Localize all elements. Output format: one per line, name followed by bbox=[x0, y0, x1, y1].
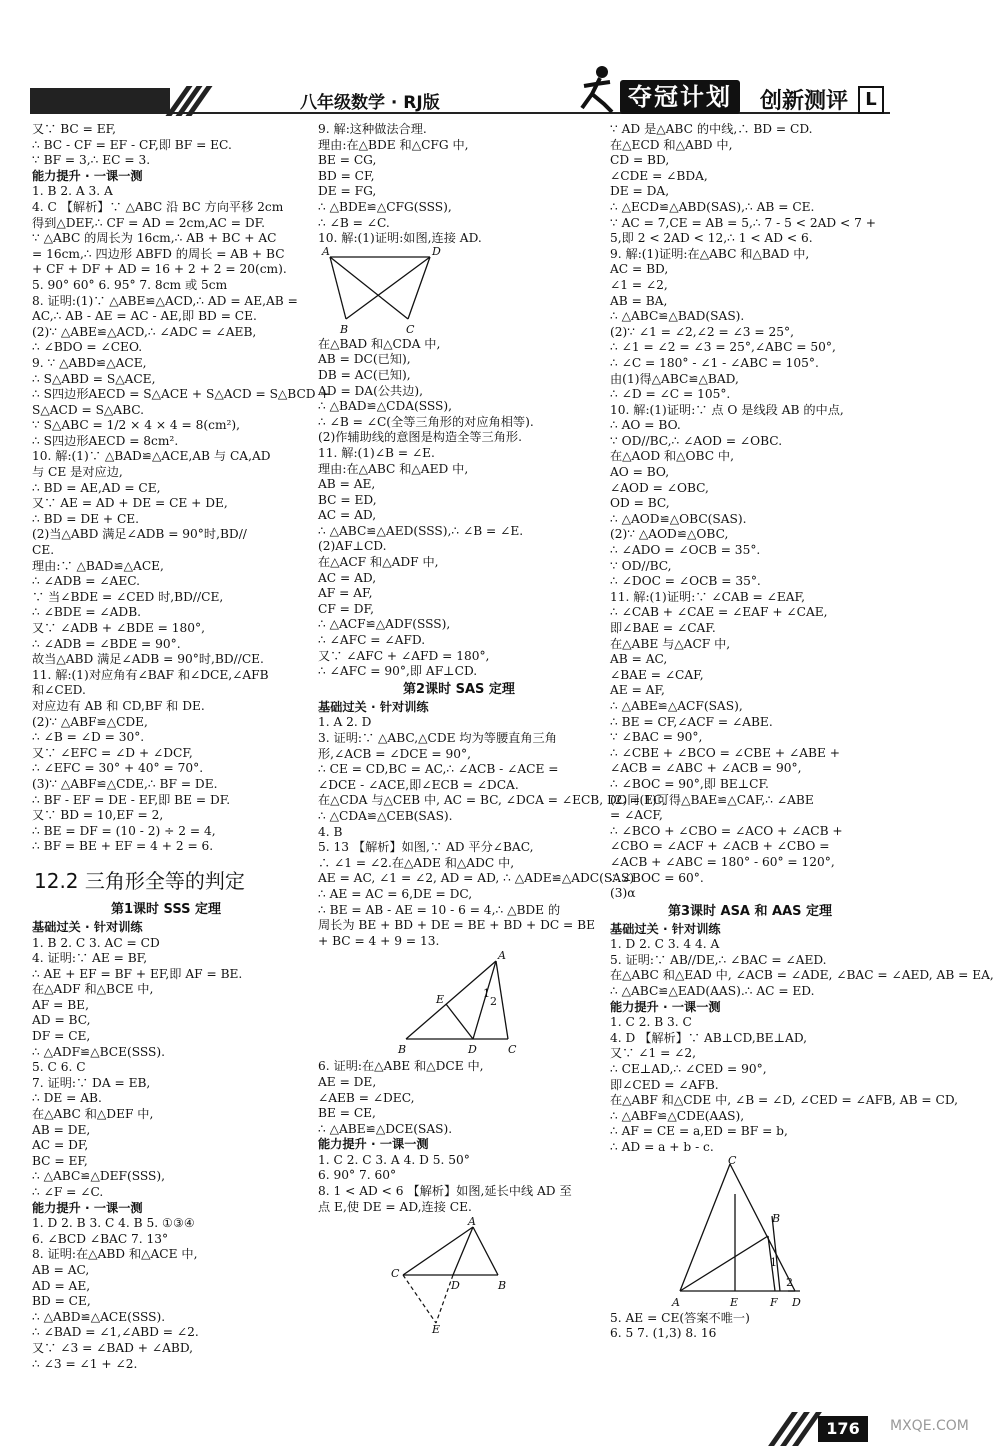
answer-line: 对应边有 AB 和 CD,BF 和 DE. bbox=[32, 698, 205, 713]
answer-line: 1. B 2. C 3. AC = CD bbox=[32, 935, 160, 950]
answer-line: 5. C 6. C bbox=[32, 1060, 86, 1075]
answer-line: 理由:在△BDE 和△CFG 中, bbox=[318, 137, 469, 152]
answer-line: (2)AF⊥CD. bbox=[318, 539, 387, 554]
answer-line: AO = BO, bbox=[610, 465, 670, 480]
answer-line: ∴ S△ABD = S△ACE, bbox=[32, 371, 156, 386]
answer-line: 由(1)得△ABC≌△BAD, bbox=[610, 371, 739, 386]
subject-title: 八年级数学 · RJ版 bbox=[300, 93, 440, 113]
answer-line: 3. 证明:∵ △ABC,△CDE 均为等腰直角三角 bbox=[318, 731, 557, 745]
answer-line: ∵ AD 是△ABC 的中线,∴ BD = CD. bbox=[610, 122, 813, 136]
answer-line: 理由:∵ △BAD≌△ACE, bbox=[32, 558, 164, 573]
answer-line: AC = AD, bbox=[318, 570, 377, 585]
answer-line: (3)α bbox=[610, 886, 636, 901]
answer-line: (2)∵ ∠1 = ∠2,∠2 = ∠3 = 25°, bbox=[610, 324, 794, 339]
svg-text:B: B bbox=[772, 1211, 781, 1225]
answer-line: (2)当△ABD 满足∠ADB = 90°时,BD// bbox=[32, 527, 247, 542]
answer-line: 1. D 2. C 3. 4 4. A bbox=[610, 937, 720, 952]
answer-line: 周长为 BE + BD + DE = BE + BD + DC = BE bbox=[318, 918, 595, 933]
answer-line: ∴ ∠ADO = ∠OCB = 35°. bbox=[610, 543, 761, 558]
answer-line: 在△ABC 和△DEF 中, bbox=[32, 1107, 154, 1122]
answer-line: ∴ CE = CD,BC = AC,∴ ∠ACB - ∠ACE = bbox=[318, 762, 559, 777]
answer-line: DB = AC(已知), bbox=[318, 367, 411, 382]
answer-line: DE = FG, bbox=[318, 184, 377, 199]
answer-line: AC = BD, bbox=[610, 262, 669, 277]
svg-text:D: D bbox=[432, 244, 441, 258]
answer-line: 即∠CED = ∠AFB. bbox=[610, 1077, 719, 1092]
answer-line: AD = AE, bbox=[32, 1278, 91, 1293]
answer-line: ∠AOD = ∠OBC, bbox=[610, 480, 709, 495]
answer-line: ∴ △ABC≌△DEF(SSS), bbox=[32, 1169, 166, 1184]
answer-line: ∠DCE - ∠ACE,即∠ECB = ∠DCA. bbox=[318, 777, 519, 792]
answer-line: 基础过关 · 针对训练 bbox=[318, 699, 429, 714]
answer-line: 在△ECD 和△ABD 中, bbox=[610, 137, 733, 152]
answer-line: 基础过关 · 针对训练 bbox=[610, 921, 721, 936]
answer-line: AD = DA(公共边), bbox=[318, 383, 424, 398]
answer-line: ∴ ∠BOC = 60°. bbox=[610, 870, 704, 885]
svg-text:E: E bbox=[436, 993, 445, 1007]
answer-line: 又∵ AE = AD + DE = CE + DE, bbox=[32, 496, 228, 511]
answer-line: ∴ AD = a + b - c. bbox=[610, 1140, 714, 1154]
answer-line: 和∠CED. bbox=[32, 683, 86, 698]
svg-text:D: D bbox=[451, 1279, 460, 1293]
answer-line: AB = BA, bbox=[610, 293, 668, 308]
answer-line: ∴ △AOD≌△OBC(SAS). bbox=[610, 511, 747, 526]
answer-line: BD = CE, bbox=[32, 1294, 91, 1309]
answer-line: 又∵ ∠AFC + ∠AFD = 180°, bbox=[318, 648, 490, 663]
answer-line: ∵ OD//BC, bbox=[610, 558, 672, 573]
answer-line: BD = CF, bbox=[318, 168, 375, 183]
answer-line: ∴ ∠BDO = ∠CEO. bbox=[32, 340, 143, 355]
svg-text:E: E bbox=[432, 1323, 441, 1337]
svg-text:D: D bbox=[792, 1295, 801, 1309]
svg-text:C: C bbox=[406, 322, 415, 336]
answer-line: ∴ △ABE≌△ACF(SAS), bbox=[610, 698, 743, 713]
answer-line: 9. 解:这种做法合理. bbox=[318, 122, 427, 136]
answer-line: 10. 解:(1)证明:∵ 点 O 是线段 AB 的中点, bbox=[610, 402, 844, 417]
svg-text:F: F bbox=[770, 1295, 778, 1309]
answer-line: 在△CDA 与△CEB 中, AC = BC, ∠DCA = ∠ECB, DC = EC, bbox=[318, 793, 666, 808]
answer-line: ∴ ∠3 = ∠1 + ∠2. bbox=[32, 1356, 138, 1371]
answer-line: 9. 解:(1)证明:在△ABC 和△BAD 中, bbox=[610, 246, 810, 261]
answer-line: 5. 证明:∵ AB//DE,∴ ∠BAC = ∠AED. bbox=[610, 952, 827, 967]
answer-line: 又∵ ∠3 = ∠BAD + ∠ABD, bbox=[32, 1340, 194, 1355]
answer-line: ∴ ∠BDE = ∠ADB. bbox=[32, 605, 142, 620]
answer-line: 能力提升 · 一课一测 bbox=[610, 999, 721, 1014]
answer-line: AB = AC, bbox=[610, 652, 668, 667]
answer-line: DF = CE, bbox=[32, 1029, 91, 1044]
header-bar bbox=[30, 88, 170, 112]
answer-line: ∵ △ABC 的周长为 16cm,∴ AB + BC + AC bbox=[32, 231, 277, 246]
answer-line: 在△BAD 和△CDA 中, bbox=[318, 336, 441, 351]
answer-line: 理由:在△ABC 和△AED 中, bbox=[318, 461, 469, 476]
answer-line: 又∵ ∠EFC = ∠D + ∠DCF, bbox=[32, 745, 193, 760]
page-number: 176 bbox=[818, 1416, 868, 1442]
answer-line: 4. D 【解析】∵ AB⊥CD,BE⊥AD, bbox=[610, 1030, 808, 1045]
svg-text:C: C bbox=[508, 1043, 517, 1057]
lesson-title: 第3课时 ASA 和 AAS 定理 bbox=[667, 903, 833, 919]
answer-line: 形,∠ACB = ∠DCE = 90°, bbox=[318, 746, 471, 761]
answer-line: 与 CE 是对应边, bbox=[32, 465, 123, 480]
answer-line: ∵ OD//BC,∴ ∠AOD = ∠OBC. bbox=[610, 433, 783, 448]
answer-line: BE = CG, bbox=[318, 153, 377, 168]
answer-line: CF = DF, bbox=[318, 601, 374, 616]
edition-badge: L bbox=[858, 86, 884, 114]
answer-line: ∴ BF - EF = DE - EF,即 BE = DF. bbox=[32, 792, 231, 807]
answer-line: ∴ BC - CF = EF - CF,即 BF = EC. bbox=[32, 137, 232, 152]
watermark: MXQE.COM bbox=[890, 1418, 969, 1434]
answer-line: (2)同(1)可得△BAE≌△CAF,∴ ∠ABE bbox=[610, 792, 814, 807]
svg-text:B: B bbox=[340, 322, 349, 336]
svg-text:A: A bbox=[498, 949, 506, 963]
answer-line: ∴ ∠1 = ∠2.在△ADE 和△ADC 中, bbox=[318, 855, 515, 870]
answer-line: ∴ ∠C = 180° - ∠1 - ∠ABC = 105°. bbox=[610, 355, 819, 370]
answer-line: 6. 90° 7. 60° bbox=[318, 1168, 397, 1183]
answer-line: 又∵ ∠1 = ∠2, bbox=[610, 1046, 697, 1061]
answer-line: ∴ AF = CE = a,ED = BF = b, bbox=[610, 1124, 788, 1139]
answer-line: 6. 证明:在△ABE 和△DCE 中, bbox=[318, 1059, 484, 1074]
answer-line: ∴ ∠D = ∠C = 105°. bbox=[610, 387, 731, 402]
svg-text:D: D bbox=[468, 1043, 477, 1057]
answer-line: 能力提升 · 一课一测 bbox=[32, 168, 143, 183]
answer-line: ∴ ∠ADB = ∠BDE = 90°. bbox=[32, 636, 181, 651]
answer-line: 4. 证明:∵ AE = BF, bbox=[32, 951, 148, 966]
answer-line: ∴ △ABC≌△BAD(SAS). bbox=[610, 309, 745, 324]
answer-line: ∴ ∠BOC = 90°,即 BE⊥CF. bbox=[610, 776, 769, 791]
answer-line: 能力提升 · 一课一测 bbox=[32, 1200, 143, 1215]
answer-line: 得到△DEF,∴ CF = AD = 2cm,AC = DF. bbox=[32, 215, 266, 230]
answer-line: ∴ AE + EF = BF + EF,即 AF = BE. bbox=[32, 966, 243, 981]
answer-line: ∴ △ABD≌△ACE(SSS). bbox=[32, 1309, 166, 1324]
answer-line: AC = DF, bbox=[32, 1138, 89, 1153]
svg-text:2: 2 bbox=[786, 1275, 793, 1289]
answer-line: = 16cm,∴ 四边形 ABFD 的周长 = AB + BC bbox=[32, 246, 285, 261]
svg-text:A: A bbox=[322, 244, 330, 258]
svg-text:C: C bbox=[728, 1153, 737, 1167]
svg-text:A: A bbox=[468, 1215, 476, 1229]
answer-line: ∴ ∠EFC = 30° + 40° = 70°. bbox=[32, 761, 204, 776]
answer-line: ∴ △ECD≌△ABD(SAS),∴ AB = CE. bbox=[610, 199, 815, 214]
answer-line: ∴ △ABC≌△AED(SSS),∴ ∠B = ∠E. bbox=[318, 523, 524, 538]
answer-line: BC = EF, bbox=[32, 1153, 88, 1168]
answer-line: ∴ BE = DF = (10 - 2) ÷ 2 = 4, bbox=[32, 823, 216, 838]
answer-line: 又∵ BD = 10,EF = 2, bbox=[32, 808, 164, 823]
answer-line: 又∵ BC = EF, bbox=[32, 122, 117, 136]
answer-line: 在△ABC 和△EAD 中, ∠ACB = ∠ADE, ∠BAC = ∠AED, AB = EA, bbox=[610, 968, 994, 983]
answer-line: ∴ △ABE≌△DCE(SAS). bbox=[318, 1121, 453, 1136]
answer-line: 在△ABE 与△ACF 中, bbox=[610, 636, 731, 651]
answer-line: 11. 解:(1)对应角有∠BAF 和∠DCE,∠AFB bbox=[32, 667, 269, 682]
svg-text:A: A bbox=[672, 1295, 680, 1309]
answer-line: 5,即 2 < 2AD < 12,∴ 1 < AD < 6. bbox=[610, 231, 813, 246]
answer-line: ∠CBO = ∠ACF + ∠ACB + ∠CBO = bbox=[610, 839, 830, 854]
answer-line: ∴ BD = DE + CE. bbox=[32, 511, 140, 526]
answer-line: ∴ ∠CAB + ∠CAE = ∠EAF + ∠CAE, bbox=[610, 605, 828, 620]
answer-line: DE = DA, bbox=[610, 184, 670, 199]
column-left bbox=[32, 122, 330, 1372]
answer-line: 1. D 2. B 3. C 4. B 5. ①③④ bbox=[32, 1216, 195, 1231]
figure-perpendiculars bbox=[610, 1153, 880, 1311]
answer-line: AE = AC, ∠1 = ∠2, AD = AD, ∴ △ADE≌△ADC(SAS) bbox=[318, 871, 635, 886]
answer-line: ∴ ∠BAD = ∠1,∠ABD = ∠2. bbox=[32, 1325, 199, 1340]
answer-line: AB = AC, bbox=[32, 1262, 90, 1277]
answer-line: 基础过关 · 针对训练 bbox=[32, 919, 143, 934]
answer-line: 11. 解:(1)∠B = ∠E. bbox=[318, 445, 435, 460]
answer-line: 6. 5 7. (1,3) 8. 16 bbox=[610, 1326, 717, 1341]
answer-line: ∴ S四边形AECD = S△ACE + S△ACD = S△BCD + bbox=[32, 387, 330, 402]
answer-line: ∴ CE⊥AD,∴ ∠CED = 90°, bbox=[610, 1062, 767, 1077]
answer-line: 6. ∠BCD ∠BAC 7. 13° bbox=[32, 1231, 169, 1246]
answer-line: 在△ACF 和△ADF 中, bbox=[318, 555, 439, 570]
answer-line: 10. 解:(1)证明:如图,连接 AD. bbox=[318, 231, 482, 246]
answer-line: ∴ BD = AE,AD = CE, bbox=[32, 480, 161, 495]
answer-line: ∴ △CDA≌△CEB(SAS). bbox=[318, 808, 453, 823]
answer-line: ∴ ∠1 = ∠2 = ∠3 = 25°,∠ABC = 50°, bbox=[610, 340, 836, 355]
page-header bbox=[0, 0, 1000, 120]
answer-line: ∴ BE = AB - AE = 10 - 6 = 4,∴ △BDE 的 bbox=[318, 902, 561, 917]
answer-line: ∵ S△ABC = 1/2 × 4 × 4 = 8(cm²), bbox=[32, 418, 241, 433]
answer-line: 8. 证明:(1)∵ △ABE≌△ACD,∴ AD = AE,AB = bbox=[32, 293, 298, 308]
answer-line: AC,∴ AB - AE = AC - AE,即 BD = CE. bbox=[32, 309, 257, 324]
answer-line: 1. A 2. D bbox=[318, 715, 372, 730]
answer-line: AF = BE, bbox=[32, 997, 89, 1012]
runner-logo-icon bbox=[578, 64, 618, 114]
answer-line: + BC = 4 + 9 = 13. bbox=[318, 933, 440, 948]
answer-line: (2)∵ △AOD≌△OBC, bbox=[610, 527, 729, 542]
answer-line: AD = BC, bbox=[32, 1013, 91, 1028]
answer-line: + CF + DF + AD = 16 + 2 + 2 = 20(cm). bbox=[32, 262, 287, 277]
answer-line: ∴ ∠B = ∠C(全等三角形的对应角相等). bbox=[318, 414, 534, 429]
answer-line: ∵ BF = 3,∴ EC = 3. bbox=[32, 153, 151, 168]
answer-line: ∴ △BAD≌△CDA(SSS), bbox=[318, 399, 453, 414]
answer-line: 在△ABF 和△CDE 中, ∠B = ∠D, ∠CED = ∠AFB, AB = CD, bbox=[610, 1093, 959, 1108]
answer-line: 1. C 2. B 3. C bbox=[610, 1015, 692, 1030]
answer-line: 8. 证明:在△ABD 和△ACE 中, bbox=[32, 1247, 198, 1262]
column-right bbox=[610, 122, 994, 1342]
answer-line: ∴ ∠BCO + ∠CBO = ∠ACO + ∠ACB + bbox=[610, 823, 843, 838]
answer-line: AB = DE, bbox=[32, 1122, 91, 1137]
answer-line: ∴ ∠B = ∠C. bbox=[318, 215, 390, 230]
svg-text:2: 2 bbox=[490, 995, 497, 1009]
answer-line: ∴ △BDE≌△CFG(SSS), bbox=[318, 199, 452, 214]
answer-line: 5. 13 【解析】如图,∵ AD 平分∠BAC, bbox=[318, 840, 534, 855]
answer-line: BE = CE, bbox=[318, 1106, 376, 1121]
figure-median-extension bbox=[318, 1215, 588, 1335]
lesson-title: 第2课时 SAS 定理 bbox=[403, 681, 515, 697]
answer-line: 11. 解:(1)证明:∵ ∠CAB = ∠EAF, bbox=[610, 589, 805, 604]
answer-line: AE = AF, bbox=[610, 683, 665, 698]
answer-line: OD = BC, bbox=[610, 496, 670, 511]
answer-line: 4. B bbox=[318, 824, 343, 839]
answer-line: ∴ BF = BE + EF = 4 + 2 = 6. bbox=[32, 839, 214, 854]
answer-line: 9. ∵ △ABD≌△ACE, bbox=[32, 355, 147, 370]
figure-angle-bisector bbox=[318, 949, 588, 1059]
answer-line: ∠CDE = ∠BDA, bbox=[610, 168, 708, 183]
answer-line: ∴ DE = AB. bbox=[32, 1091, 102, 1106]
svg-text:1: 1 bbox=[770, 1255, 777, 1269]
answer-line: AC = AD, bbox=[318, 508, 377, 523]
answer-line: 10. 解:(1)∵ △BAD≌△ACE,AB 与 CA,AD bbox=[32, 449, 271, 464]
svg-text:B: B bbox=[398, 1043, 407, 1057]
answer-line: ∴ S四边形AECD = 8cm². bbox=[32, 433, 179, 448]
answer-line: AB = DC(已知), bbox=[318, 352, 411, 367]
answer-line: ∴ △ABC≌△EAD(AAS).∴ AC = ED. bbox=[610, 984, 815, 999]
answer-line: BC = ED, bbox=[318, 492, 377, 507]
answer-line: 又∵ ∠ADB + ∠BDE = 180°, bbox=[32, 621, 205, 635]
answer-line: AE = DE, bbox=[318, 1074, 377, 1089]
answer-line: ∴ ∠CBE + ∠BCO = ∠CBE + ∠ABE + bbox=[610, 745, 840, 760]
answer-line: 即∠BAE = ∠CAF. bbox=[610, 621, 716, 635]
brand-subtitle: 创新测评 bbox=[760, 89, 849, 114]
svg-text:1: 1 bbox=[483, 987, 490, 1001]
answer-line: 在△ADF 和△BCE 中, bbox=[32, 982, 154, 997]
answer-line: 1. B 2. A 3. A bbox=[32, 184, 113, 199]
answer-line: 4. C 【解析】∵ △ABC 沿 BC 方向平移 2cm bbox=[32, 199, 284, 214]
svg-text:E: E bbox=[730, 1295, 739, 1309]
answer-line: ∵ 当∠BDE = ∠CED 时,BD//CE, bbox=[32, 589, 224, 604]
answer-line: ∴ ∠AFC = 90°,即 AF⊥CD. bbox=[318, 664, 478, 679]
answer-line: 7. 证明:∵ DA = EB, bbox=[32, 1075, 151, 1090]
answer-line: ∠1 = ∠2, bbox=[610, 277, 668, 292]
answer-line: = ∠ACF, bbox=[610, 808, 663, 823]
answer-line: ∴ AO = BO. bbox=[610, 418, 681, 433]
answer-line: ∴ △ACF≌△ADF(SSS), bbox=[318, 617, 451, 632]
answer-line: ∴ ∠ADB = ∠AEC. bbox=[32, 574, 141, 589]
brand-logo: 夺冠计划 bbox=[620, 80, 740, 114]
answer-line: (2)∵ △ABE≌△ACD,∴ ∠ADC = ∠AEB, bbox=[32, 324, 257, 339]
answer-line: 8. 1 < AD < 6 【解析】如图,延长中线 AD 至 bbox=[318, 1184, 572, 1199]
answer-line: ∵ AC = 7,CE = AB = 5,∴ 7 - 5 < 2AD < 7 + bbox=[610, 215, 876, 230]
answer-line: 点 E,使 DE = AD,连接 CE. bbox=[318, 1199, 472, 1214]
answer-line: ∴ BE = CF,∠ACF = ∠ABE. bbox=[610, 714, 773, 729]
answer-line: ∴ ∠DOC = ∠OCB = 35°. bbox=[610, 574, 761, 589]
answer-line: AF = AF, bbox=[318, 586, 373, 601]
answer-line: 1. C 2. C 3. A 4. D 5. 50° bbox=[318, 1152, 470, 1167]
answer-line: ∠BAE = ∠CAF, bbox=[610, 667, 704, 682]
answer-line: ∠ACB = ∠ABC + ∠ACB = 90°, bbox=[610, 761, 802, 776]
answer-line: 5. 90° 60° 6. 95° 7. 8cm 或 5cm bbox=[32, 277, 228, 292]
answer-line: CE. bbox=[32, 543, 55, 558]
answer-line: S△ACD = S△ABC. bbox=[32, 402, 145, 417]
answer-line: AB = AE, bbox=[318, 477, 376, 492]
answer-line: ∠AEB = ∠DEC, bbox=[318, 1090, 415, 1105]
answer-line: 故当△ABD 满足∠ADB = 90°时,BD//CE. bbox=[32, 652, 264, 667]
answer-line: ∠ACB + ∠ABC = 180° - 60° = 120°, bbox=[610, 854, 835, 869]
answer-line: ∴ AE = AC = 6,DE = DC, bbox=[318, 886, 473, 901]
answer-line: ∴ ∠AFC = ∠AFD. bbox=[318, 633, 426, 648]
answer-line: (2)作辅助线的意图是构造全等三角形. bbox=[318, 430, 522, 445]
answer-line: ∵ ∠BAC = 90°, bbox=[610, 730, 703, 745]
section-title: 12.2 三角形全等的判定 bbox=[34, 868, 245, 893]
answer-line: 5. AE = CE(答案不唯一) bbox=[610, 1310, 750, 1325]
answer-line: 能力提升 · 一课一测 bbox=[318, 1137, 429, 1152]
lesson-title: 第1课时 SSS 定理 bbox=[110, 901, 222, 917]
answer-line: CD = BD, bbox=[610, 153, 670, 168]
answer-line: ∴ ∠B = ∠D = 30°. bbox=[32, 730, 145, 745]
svg-text:C: C bbox=[391, 1267, 400, 1281]
answer-line: ∴ ∠F = ∠C. bbox=[32, 1185, 104, 1199]
answer-line: ∴ △ADF≌△BCE(SSS). bbox=[32, 1044, 166, 1059]
answer-line: (2)∵ △ABF≌△CDE, bbox=[32, 714, 148, 729]
svg-text:B: B bbox=[498, 1279, 507, 1293]
answer-line: ∴ △ABF≌△CDE(AAS), bbox=[610, 1108, 745, 1123]
figure-bowtie bbox=[318, 244, 448, 337]
answer-line: 在△AOD 和△OBC 中, bbox=[610, 449, 734, 464]
answer-line: (3)∵ △ABF≌△CDE,∴ BF = DE. bbox=[32, 776, 218, 791]
